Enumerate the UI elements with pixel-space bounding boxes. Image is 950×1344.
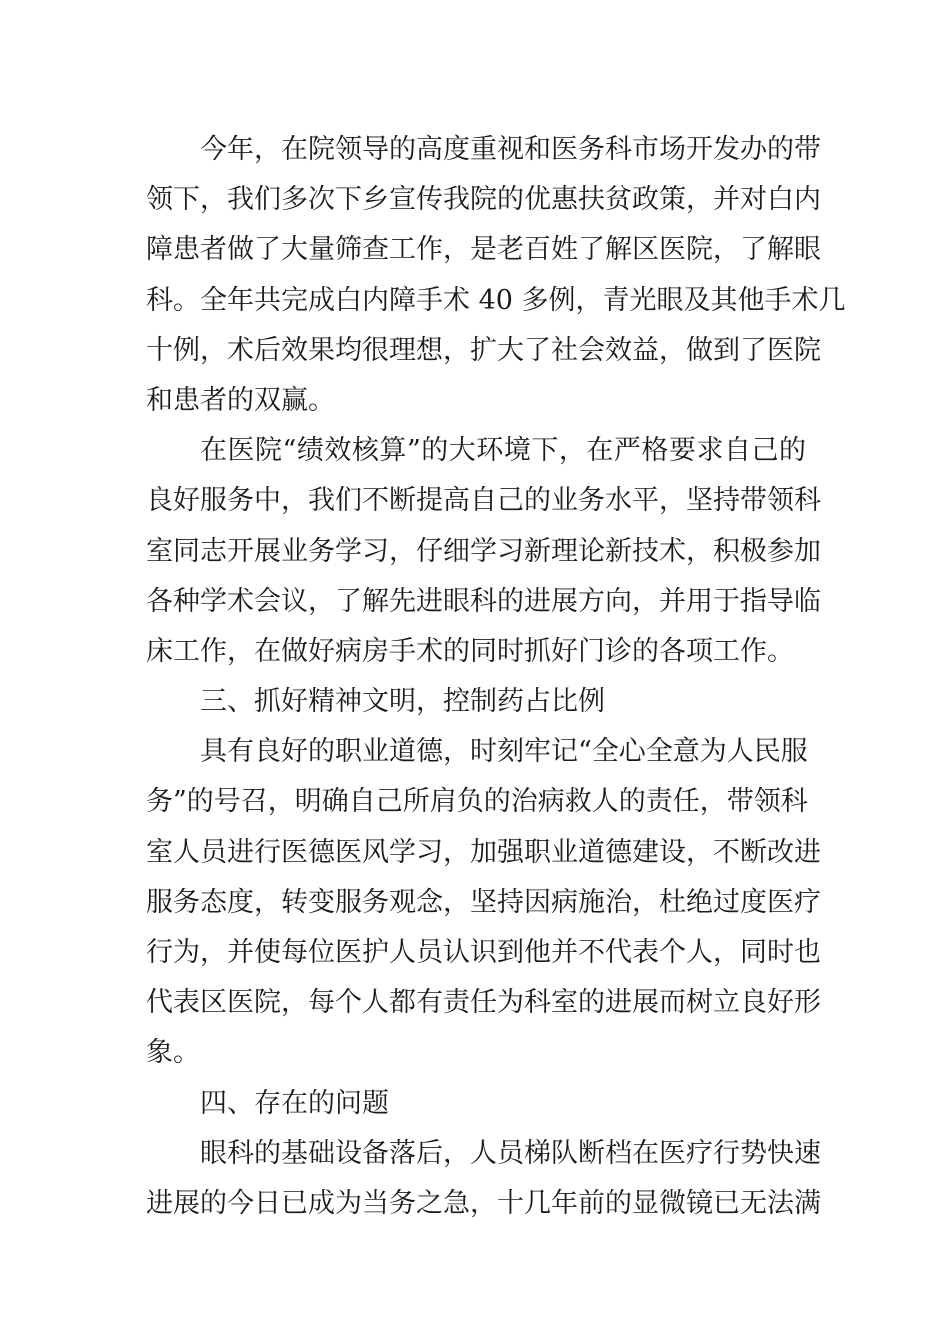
paragraph-line: 科。全年共完成白内障手术 40 多例，青光眼及其他手术几 — [146, 284, 846, 316]
paragraph-line: 良好服务中，我们不断提高自己的业务水平，坚持带领科 — [146, 485, 821, 517]
paragraph-line: 在医院“绩效核算”的大环境下，在严格要求自己的 — [200, 435, 806, 467]
paragraph-line: 各种学术会议，了解先进眼科的进展方向，并用于指导临 — [146, 585, 821, 617]
paragraph-line: 室人员进行医德医风学习，加强职业道德建设，不断改进 — [146, 836, 821, 868]
paragraph-line: 障患者做了大量筛查工作，是老百姓了解区医院，了解眼 — [146, 234, 821, 266]
paragraph-line: 行为，并使每位医护人员认识到他并不代表个人，同时也 — [146, 937, 821, 968]
paragraph-line: 代表区医院，每个人都有责任为科室的进展而树立良好形 — [146, 987, 821, 1019]
paragraph-line: 十例，术后效果均很理想，扩大了社会效益，做到了医院 — [146, 334, 821, 366]
paragraph-line: 务”的号召，明确自己所肩负的治病救人的责任，带领科 — [146, 786, 808, 818]
paragraph-line: 今年，在院领导的高度重视和医务科市场开发办的带 — [200, 134, 821, 165]
section-heading: 四、存在的问题 — [200, 1087, 389, 1119]
section-heading: 三、抓好精神文明，控制药占比例 — [200, 686, 605, 718]
paragraph-line: 室同志开展业务学习，仔细学习新理论新技术，积极参加 — [146, 535, 821, 567]
paragraph-line: 和患者的双赢。 — [146, 384, 335, 416]
paragraph-line: 领下，我们多次下乡宣传我院的优惠扶贫政策，并对白内 — [146, 184, 821, 216]
paragraph-line: 眼科的基础设备落后，人员梯队断档在医疗行势快速 — [200, 1137, 821, 1169]
document-body — [146, 125, 846, 1229]
paragraph-line: 进展的今日已成为当务之急，十几年前的显微镜已无法满 — [146, 1187, 821, 1219]
paragraph-line: 具有良好的职业道德，时刻牢记“全心全意为人民服 — [200, 736, 808, 768]
paragraph-line: 床工作，在做好病房手术的同时抓好门诊的各项工作。 — [146, 635, 794, 667]
paragraph-line: 服务态度，转变服务观念，坚持因病施治，杜绝过度医疗 — [146, 886, 821, 918]
paragraph-line: 象。 — [146, 1037, 200, 1069]
